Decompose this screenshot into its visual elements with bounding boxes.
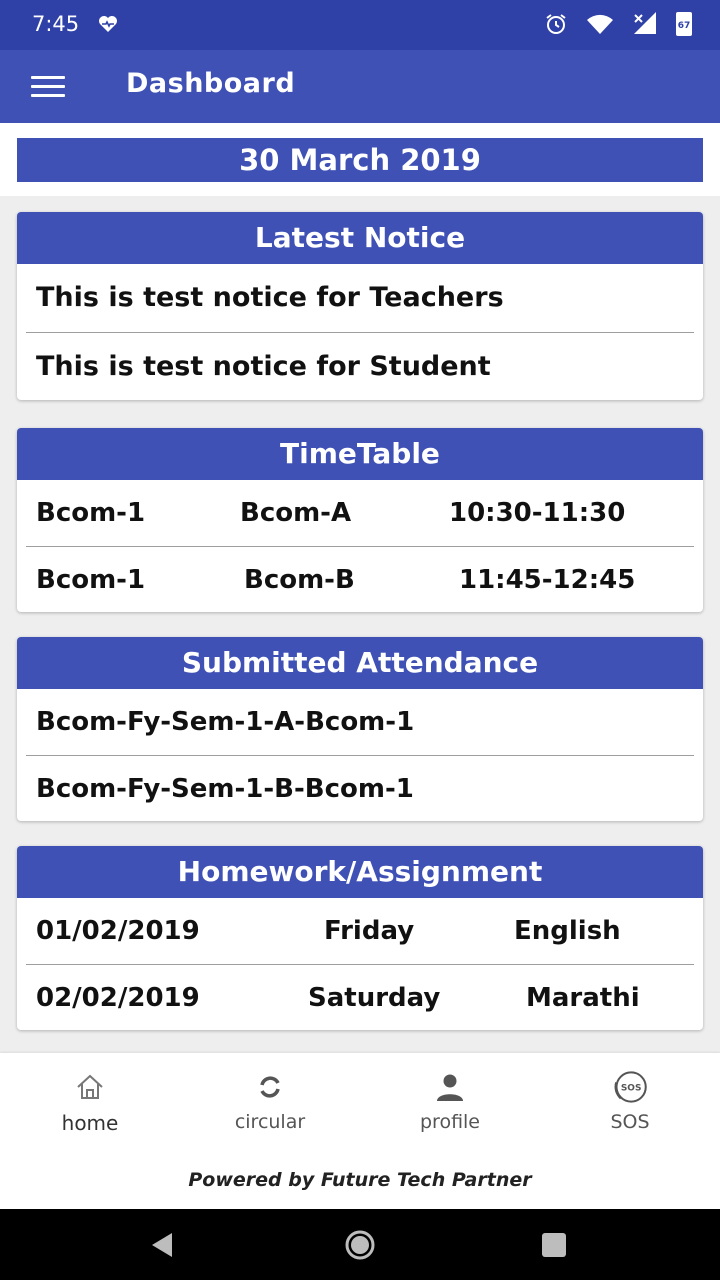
notice-text: This is test notice for Teachers (36, 282, 504, 313)
date-section (0, 123, 720, 196)
timetable-division: Bcom-B (244, 565, 355, 595)
powered-by-footer: Powered by Future Tech Partner (0, 1151, 720, 1209)
bottom-navigation (0, 1053, 720, 1151)
nav-profile-label: profile (419, 1111, 480, 1133)
homework-date: 02/02/2019 (36, 983, 200, 1013)
battery-icon (676, 12, 692, 36)
attendance-item[interactable] (26, 755, 694, 821)
profile-icon (434, 1071, 466, 1103)
nav-home-label: home (61, 1111, 119, 1135)
timetable-class: Bcom-1 (36, 565, 146, 595)
homework-subject: English (514, 916, 621, 946)
notice-item[interactable] (26, 332, 694, 400)
back-icon[interactable] (146, 1229, 178, 1261)
homework-title: Homework/Assignment (17, 846, 703, 898)
system-navigation-bar (0, 1209, 720, 1280)
battery-level: 67 (677, 21, 691, 31)
timetable-time: 11:45-12:45 (459, 565, 636, 595)
timetable-division: Bcom-A (240, 498, 352, 528)
nav-sos[interactable] (540, 1053, 720, 1151)
notice-item[interactable] (26, 264, 694, 332)
timetable-card (17, 428, 703, 612)
menu-icon[interactable] (28, 72, 68, 102)
sos-icon (610, 1069, 650, 1105)
alarm-icon (544, 12, 568, 36)
attendance-text: Bcom-Fy-Sem-1-B-Bcom-1 (36, 774, 414, 804)
timetable-time: 10:30-11:30 (449, 498, 626, 528)
latest-notice-title: Latest Notice (17, 212, 703, 264)
timetable-row[interactable] (26, 480, 694, 546)
circular-icon (254, 1071, 286, 1103)
homework-day: Saturday (308, 983, 441, 1013)
health-heart-icon (98, 14, 118, 34)
nav-home[interactable] (0, 1053, 180, 1151)
attendance-card (17, 637, 703, 821)
latest-notice-card (17, 212, 703, 400)
attendance-item[interactable] (26, 689, 694, 755)
homework-date: 01/02/2019 (36, 916, 200, 946)
nav-circular[interactable] (180, 1053, 360, 1151)
recents-icon[interactable] (538, 1229, 570, 1261)
nav-profile[interactable] (360, 1053, 540, 1151)
homework-subject: Marathi (526, 983, 640, 1013)
home-button-icon[interactable] (344, 1229, 376, 1261)
homework-card (17, 846, 703, 1030)
app-bar (0, 50, 720, 123)
signal-icon (632, 12, 658, 36)
homework-day: Friday (324, 916, 415, 946)
wifi-icon (586, 12, 614, 36)
timetable-row[interactable] (26, 546, 694, 612)
homework-row[interactable] (26, 964, 694, 1030)
homework-row[interactable] (26, 898, 694, 964)
page-title: Dashboard (126, 68, 296, 99)
sos-icon-text: SOS (620, 1083, 642, 1094)
current-date: 30 March 2019 (17, 138, 703, 182)
nav-circular-label: circular (234, 1111, 306, 1133)
home-icon (74, 1071, 106, 1103)
notice-text: This is test notice for Student (36, 351, 491, 382)
status-bar (0, 0, 720, 50)
attendance-text: Bcom-Fy-Sem-1-A-Bcom-1 (36, 707, 415, 737)
nav-sos-label: SOS (610, 1111, 650, 1133)
timetable-title: TimeTable (17, 428, 703, 480)
attendance-title: Submitted Attendance (17, 637, 703, 689)
status-time: 7:45 (32, 12, 80, 36)
timetable-class: Bcom-1 (36, 498, 146, 528)
